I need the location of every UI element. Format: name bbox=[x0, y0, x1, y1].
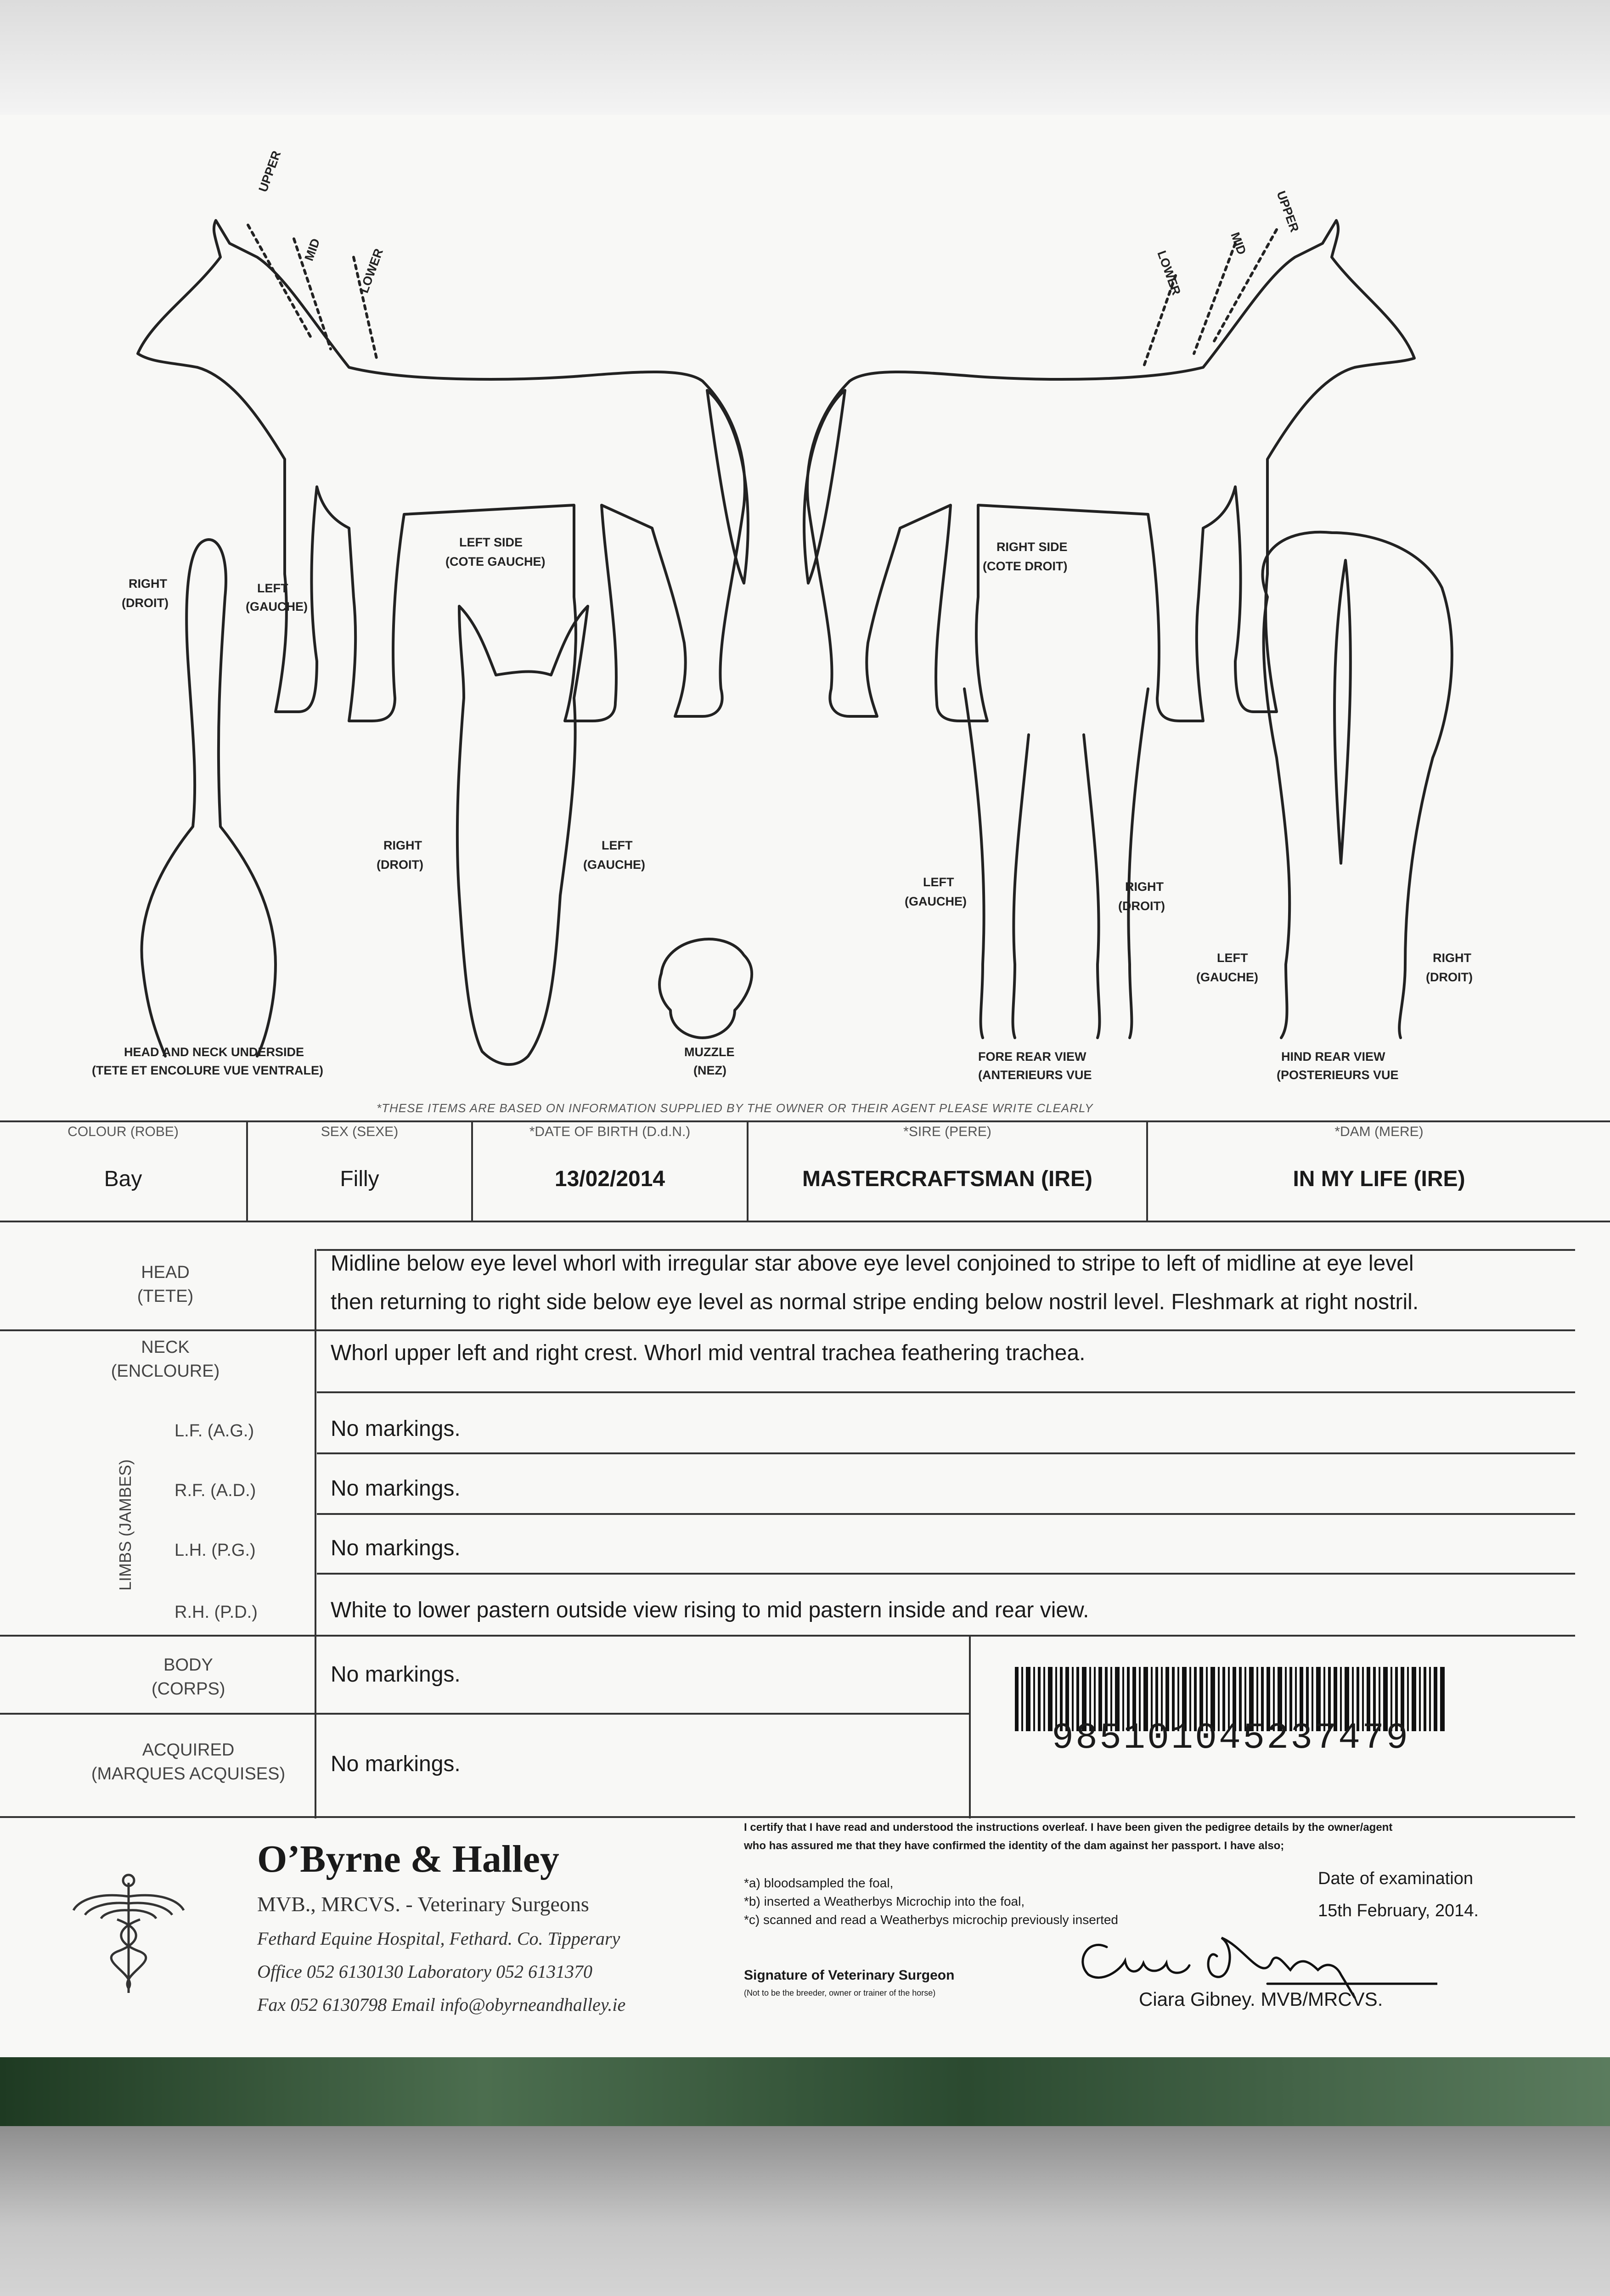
sire-cell bbox=[749, 1120, 1148, 1222]
firm-phones: Office 052 6130130 Laboratory 052 6131370 bbox=[257, 1961, 592, 1982]
muzzle-caption-fr: (NEZ) bbox=[693, 1064, 726, 1077]
firm-qualifications: MVB., MRCVS. - Veterinary Surgeons bbox=[257, 1892, 589, 1916]
rh-description: White to lower pastern outside view rising to mid pastern inside and rear view. bbox=[331, 1598, 1089, 1622]
neck-description: Whorl upper left and right crest. Whorl mid ventral trachea feathering trachea. bbox=[331, 1341, 1086, 1365]
fore-right-label: RIGHT bbox=[1125, 880, 1164, 894]
neck-label-fr: (ENCLOURE) bbox=[111, 1362, 220, 1381]
option-microchip-inserted: *b) inserted a Weatherbys Microchip into the foal, bbox=[744, 1894, 1025, 1908]
fore-rear-view-outline bbox=[964, 689, 1148, 1038]
fore-left-label: LEFT bbox=[923, 875, 954, 889]
acquired-label-fr: (MARQUES ACQUISES) bbox=[91, 1764, 286, 1784]
signature-caption: Signature of Veterinary Surgeon bbox=[744, 1968, 955, 1983]
head-front-outline bbox=[457, 606, 588, 1064]
body-label-en: BODY bbox=[163, 1655, 213, 1675]
sex-cell bbox=[248, 1120, 473, 1222]
lh-bottom-rule bbox=[317, 1573, 1575, 1575]
body-label-fr: (CORPS) bbox=[152, 1679, 225, 1699]
table-bottom-rule bbox=[0, 1816, 1575, 1818]
head-right-label: RIGHT bbox=[383, 838, 422, 852]
left-side-horse-outline bbox=[138, 220, 745, 721]
microchip-number: 985101045237479 bbox=[1052, 1717, 1410, 1759]
firm-fax-email: Fax 052 6130798 Email info@obyrneandhalley.ie bbox=[257, 1994, 626, 2015]
head-bottom-rule bbox=[0, 1329, 1575, 1331]
markings-column-rule bbox=[315, 1249, 316, 1818]
fore-rear-caption: FORE REAR VIEW bbox=[978, 1050, 1086, 1064]
fore-rear-caption-fr: (ANTERIEURS VUE bbox=[978, 1068, 1092, 1082]
dam-cell bbox=[1148, 1120, 1610, 1222]
certification-line1: I certify that I have read and understood the instructions overleaf. I have been given the pedigree details by the owner/agent bbox=[744, 1821, 1393, 1834]
vet-name: Ciara Gibney. MVB/MRCVS. bbox=[1139, 1988, 1383, 2010]
horse-diagram bbox=[0, 0, 1610, 1102]
option-microchip-scanned: *c) scanned and read a Weatherbys microchip previously inserted bbox=[744, 1913, 1119, 1927]
scan-edge-bottom bbox=[0, 2126, 1610, 2296]
neck-left-label-fr: (GAUCHE) bbox=[246, 600, 308, 613]
mid-label-left: MID bbox=[302, 236, 323, 263]
rh-bottom-rule bbox=[0, 1635, 1575, 1637]
right-side-horse-outline bbox=[807, 220, 1414, 721]
signature-subcaption: (Not to be the breeder, owner or trainer of the horse) bbox=[744, 1988, 936, 1998]
rf-description: No markings. bbox=[331, 1476, 461, 1501]
hind-left-label: LEFT bbox=[1217, 951, 1248, 965]
mid-label-right: MID bbox=[1228, 230, 1249, 257]
hind-rear-view-outline bbox=[1262, 532, 1452, 1038]
acquired-label-en: ACQUIRED bbox=[142, 1740, 235, 1760]
dob-cell bbox=[473, 1120, 749, 1222]
body-label bbox=[152, 1653, 225, 1701]
neck-right-label-fr: (DROIT) bbox=[122, 596, 169, 610]
neck-right-label: RIGHT bbox=[129, 577, 167, 591]
colour-cell bbox=[0, 1120, 248, 1222]
dam-value: IN MY LIFE (IRE) bbox=[1293, 1167, 1465, 1191]
certification-statement bbox=[744, 1818, 1392, 1855]
head-label bbox=[124, 1261, 207, 1308]
firm-hospital: Fethard Equine Hospital, Fethard. Co. Tipperary bbox=[257, 1928, 620, 1949]
head-description-line2: then returning to right side below eye level as normal stripe ending below nostril level. Fleshmark at right nostril. bbox=[331, 1290, 1419, 1314]
neck-left-label: LEFT bbox=[257, 581, 288, 595]
rh-label: R.H. (P.D.) bbox=[175, 1603, 258, 1622]
hind-right-label: RIGHT bbox=[1433, 951, 1471, 965]
hind-rear-caption: HIND REAR VIEW bbox=[1281, 1050, 1385, 1064]
head-label-en: HEAD bbox=[141, 1263, 190, 1282]
body-bottom-rule bbox=[0, 1713, 969, 1715]
head-right-label-fr: (DROIT) bbox=[377, 858, 423, 872]
head-neck-caption-fr: (TETE ET ENCOLURE VUE VENTRALE) bbox=[92, 1064, 324, 1077]
sire-label: *SIRE (PERE) bbox=[903, 1124, 991, 1139]
head-description-line1: Midline below eye level whorl with irregular star above eye level conjoined to stripe to left of midline at eye level bbox=[331, 1251, 1414, 1276]
acquired-label bbox=[73, 1738, 303, 1786]
head-label-fr: (TETE) bbox=[137, 1287, 194, 1306]
lower-label-right: LOWER bbox=[1154, 248, 1183, 297]
upper-label-left: UPPER bbox=[256, 149, 284, 194]
lower-label-left: LOWER bbox=[357, 247, 386, 295]
dam-label: *DAM (MERE) bbox=[1334, 1124, 1424, 1139]
hind-right-label-fr: (DROIT) bbox=[1426, 970, 1473, 984]
neck-underside-outline bbox=[141, 540, 276, 1056]
acquired-description: No markings. bbox=[331, 1752, 461, 1776]
colour-value: Bay bbox=[104, 1167, 142, 1191]
neck-label-en: NECK bbox=[141, 1338, 190, 1357]
right-side-label: RIGHT SIDE bbox=[996, 540, 1068, 554]
dob-label: *DATE OF BIRTH (D.d.N.) bbox=[529, 1124, 691, 1139]
left-side-label: LEFT SIDE bbox=[459, 535, 523, 549]
limbs-title: LIMBS (JAMBES) bbox=[116, 1459, 135, 1591]
scan-edge-green bbox=[0, 2057, 1610, 2126]
date-of-examination-value: 15th February, 2014. bbox=[1318, 1901, 1479, 1920]
colour-label: COLOUR (ROBE) bbox=[68, 1124, 179, 1139]
rf-bottom-rule bbox=[317, 1513, 1575, 1515]
right-side-label-fr: (COTE DROIT) bbox=[983, 559, 1068, 573]
muzzle-outline bbox=[659, 939, 752, 1038]
left-side-label-fr: (COTE GAUCHE) bbox=[445, 555, 546, 568]
sire-value: MASTERCRAFTSMAN (IRE) bbox=[802, 1167, 1092, 1191]
fore-left-label-fr: (GAUCHE) bbox=[905, 895, 967, 908]
fore-right-label-fr: (DROIT) bbox=[1118, 899, 1165, 913]
head-left-label-fr: (GAUCHE) bbox=[583, 858, 645, 872]
date-of-examination-label: Date of examination bbox=[1318, 1869, 1473, 1888]
firm-name: O’Byrne & Halley bbox=[257, 1838, 559, 1880]
upper-label-right: UPPER bbox=[1274, 189, 1302, 234]
neck-label bbox=[101, 1335, 230, 1383]
hind-rear-caption-fr: (POSTERIEURS VUE bbox=[1277, 1068, 1399, 1082]
caduceus-icon bbox=[69, 1869, 188, 1998]
hind-left-label-fr: (GAUCHE) bbox=[1196, 970, 1258, 984]
body-description: No markings. bbox=[331, 1662, 461, 1687]
head-neck-caption: HEAD AND NECK UNDERSIDE bbox=[124, 1045, 304, 1059]
muzzle-caption: MUZZLE bbox=[684, 1045, 735, 1059]
sex-value: Filly bbox=[340, 1167, 379, 1191]
owner-info-notice: *THESE ITEMS ARE BASED ON INFORMATION SUPPLIED BY THE OWNER OR THEIR AGENT PLEASE WRITE CLEARLY bbox=[377, 1101, 1093, 1115]
rf-label: R.F. (A.D.) bbox=[175, 1481, 256, 1500]
option-bloodsample: *a) bloodsampled the foal, bbox=[744, 1876, 894, 1890]
lh-description: No markings. bbox=[331, 1536, 461, 1560]
head-description bbox=[331, 1244, 1419, 1322]
neck-bottom-rule bbox=[317, 1391, 1575, 1393]
head-left-label: LEFT bbox=[602, 838, 633, 852]
sex-label: SEX (SEXE) bbox=[321, 1124, 399, 1139]
lh-label: L.H. (P.G.) bbox=[175, 1541, 256, 1560]
body-right-rule bbox=[969, 1635, 971, 1818]
certification-line2: who has assured me that they have confirmed the identity of the dam against her passport. I have also; bbox=[744, 1840, 1284, 1852]
lf-label: L.F. (A.G.) bbox=[175, 1421, 254, 1441]
dob-value: 13/02/2014 bbox=[554, 1167, 665, 1191]
lf-description: No markings. bbox=[331, 1417, 461, 1441]
lf-bottom-rule bbox=[317, 1452, 1575, 1454]
